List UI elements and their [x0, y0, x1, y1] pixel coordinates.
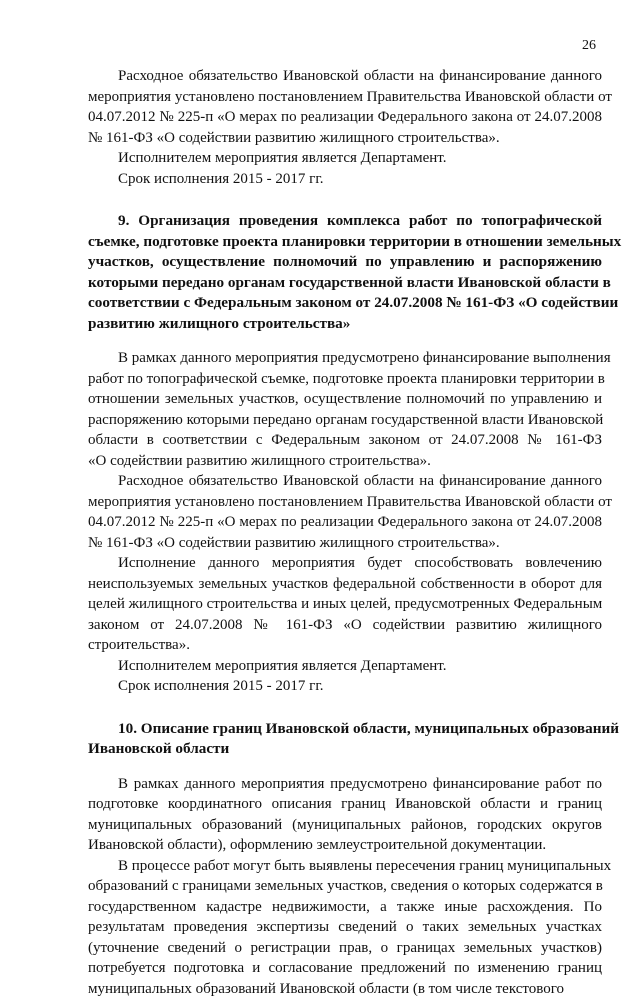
text-line: В рамках данного мероприятия предусмотрено финансирование работ по: [88, 774, 602, 795]
text-line: № 161-ФЗ «О содействии развитию жилищного строительства».: [88, 533, 602, 554]
text-line: муниципальных образований Ивановской области (в том числе текстового: [88, 979, 602, 999]
section-heading: [88, 719, 602, 760]
text-line: 04.07.2012 № 225-п «О мерах по реализации Федерального закона от 24.07.2008: [88, 107, 602, 128]
paragraph: [88, 471, 602, 553]
text-line: отношении земельных участков, осуществление полномочий по управлению и: [88, 389, 602, 410]
text-line: Исполнителем мероприятия является Департамент.: [88, 656, 602, 677]
text-line: Ивановской области: [88, 739, 602, 760]
text-line: результатам проведения экспертизы сведений о таких земельных участках: [88, 917, 602, 938]
text-line: государственном кадастре недвижимости, а также иные расхождения. По: [88, 897, 602, 918]
text-line: законом от 24.07.2008 № 161-ФЗ «О содействии развитию жилищного: [88, 615, 602, 636]
text-line: потребуется подготовка и согласование предложений по изменению границ: [88, 958, 602, 979]
document-body: [88, 66, 602, 999]
text-line: «О содействии развитию жилищного строительства».: [88, 451, 602, 472]
paragraph: [88, 656, 602, 677]
text-line: целей жилищного строительства и иных целей, предусмотренных Федеральным: [88, 594, 602, 615]
paragraph: [88, 66, 602, 148]
paragraph: [88, 774, 602, 856]
text-line: 04.07.2012 № 225-п «О мерах по реализации Федерального закона от 24.07.2008: [88, 512, 602, 533]
text-line: Расходное обязательство Ивановской области на финансирование данного: [88, 471, 602, 492]
text-line: 10. Описание границ Ивановской области, муниципальных образований: [88, 719, 602, 740]
text-line: распоряжению которыми передано органам государственной власти Ивановской: [88, 410, 602, 431]
text-line: развитию жилищного строительства»: [88, 314, 602, 335]
paragraph: [88, 148, 602, 169]
text-line: подготовке координатного описания границ Ивановской области и границ: [88, 794, 602, 815]
text-line: Срок исполнения 2015 - 2017 гг.: [88, 676, 602, 697]
text-line: Срок исполнения 2015 - 2017 гг.: [88, 169, 602, 190]
section-spacer: [88, 189, 602, 211]
text-line: которыми передано органам государственной власти Ивановской области в: [88, 273, 602, 294]
text-line: съемке, подготовке проекта планировки территории в отношении земельных: [88, 232, 602, 253]
text-line: В рамках данного мероприятия предусмотрено финансирование выполнения: [88, 348, 602, 369]
paragraph: [88, 676, 602, 697]
section-heading: [88, 211, 602, 334]
text-line: образований с границами земельных участков, сведения о которых содержатся в: [88, 876, 602, 897]
text-line: Исполнение данного мероприятия будет способствовать вовлечению: [88, 553, 602, 574]
text-line: мероприятия установлено постановлением Правительства Ивановской области от: [88, 492, 602, 513]
text-line: участков, осуществление полномочий по управлению и распоряжению: [88, 252, 602, 273]
text-line: Ивановской области), оформлению землеустроительной документации.: [88, 835, 602, 856]
text-line: № 161-ФЗ «О содействии развитию жилищного строительства».: [88, 128, 602, 149]
text-line: области в соответствии с Федеральным законом от 24.07.2008 № 161-ФЗ: [88, 430, 602, 451]
text-line: (уточнение сведений о регистрации прав, о границах земельных участков): [88, 938, 602, 959]
paragraph: [88, 348, 602, 471]
text-line: мероприятия установлено постановлением Правительства Ивановской области от: [88, 87, 602, 108]
section-spacer: [88, 697, 602, 719]
text-line: муниципальных образований (муниципальных районов, городских округов: [88, 815, 602, 836]
section-spacer: [88, 760, 602, 774]
text-line: Исполнителем мероприятия является Департамент.: [88, 148, 602, 169]
text-line: работ по топографической съемке, подготовке проекта планировки территории в: [88, 369, 602, 390]
text-line: Расходное обязательство Ивановской области на финансирование данного: [88, 66, 602, 87]
text-line: строительства».: [88, 635, 602, 656]
paragraph: [88, 169, 602, 190]
section-spacer: [88, 334, 602, 348]
text-line: соответствии с Федеральным законом от 24.07.2008 № 161-ФЗ «О содействии: [88, 293, 602, 314]
text-line: неиспользуемых земельных участков федеральной собственности в оборот для: [88, 574, 602, 595]
paragraph: [88, 553, 602, 656]
page-number: 26: [582, 38, 596, 54]
text-line: В процессе работ могут быть выявлены пересечения границ муниципальных: [88, 856, 602, 877]
paragraph: [88, 856, 602, 999]
text-line: 9. Организация проведения комплекса работ по топографической: [88, 211, 602, 232]
